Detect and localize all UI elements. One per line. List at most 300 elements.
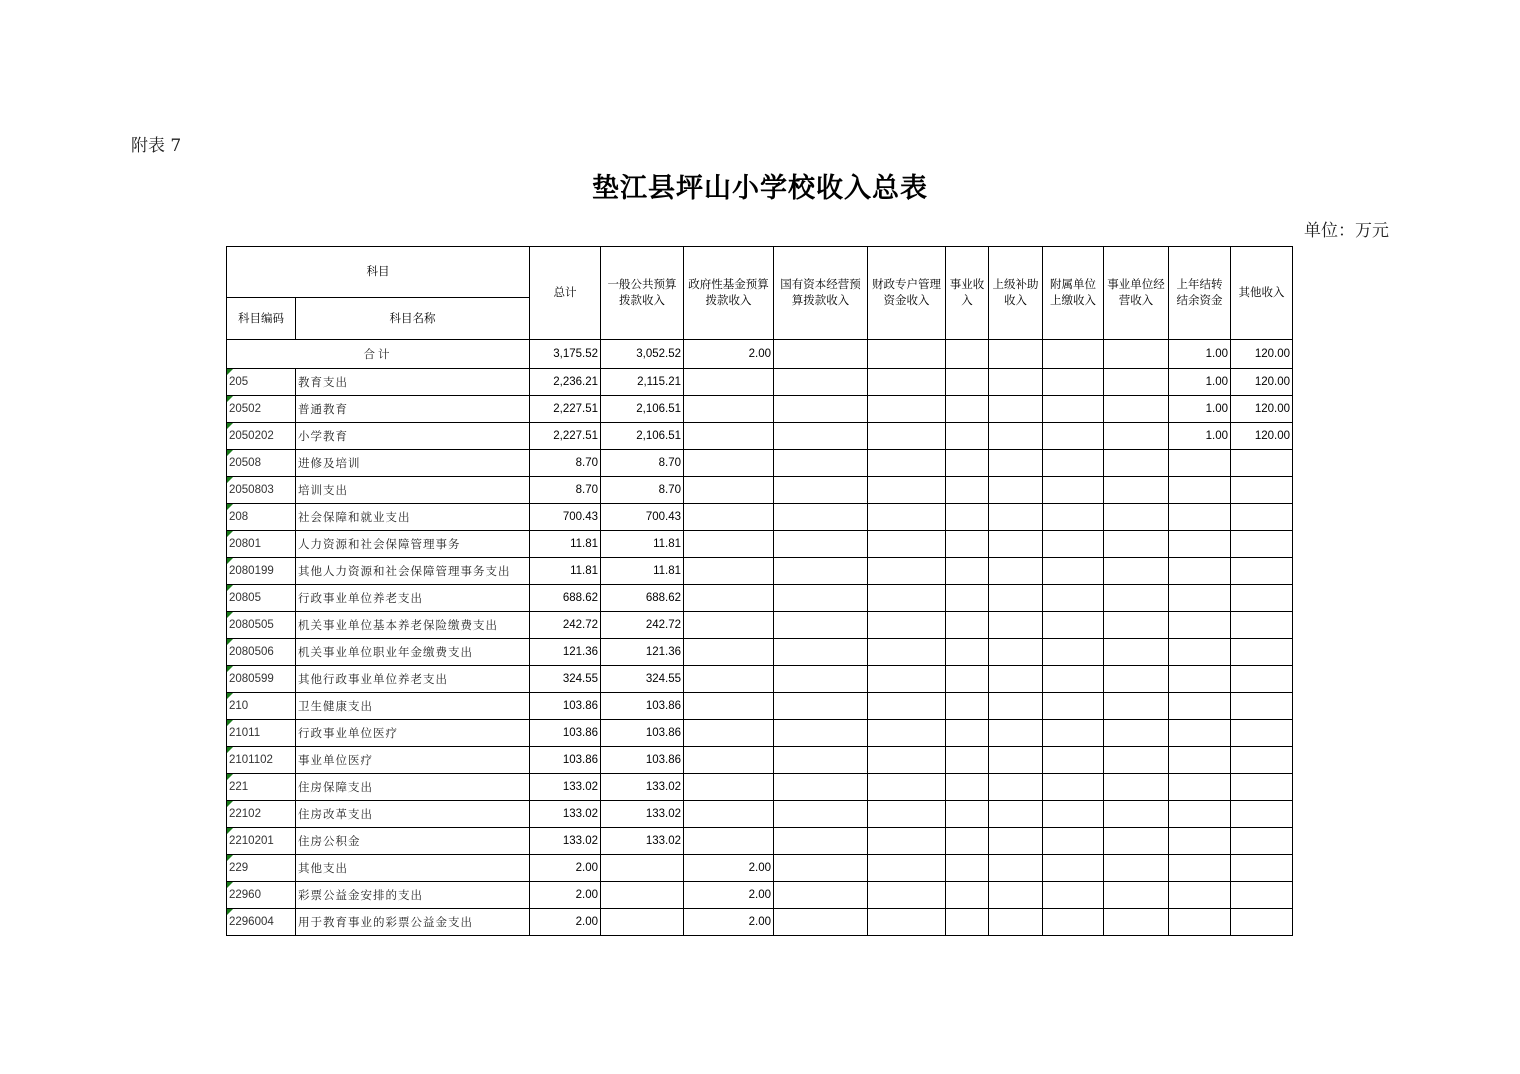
table-row [227, 477, 1293, 504]
cell-carryover [1169, 612, 1231, 639]
cell-business-operating [1104, 693, 1169, 720]
cell-business-income [946, 855, 989, 882]
cell-general-budget: 2,106.51 [601, 396, 684, 423]
cell-business-income [946, 369, 989, 396]
cell-other-income [1231, 774, 1293, 801]
cell-business-operating [1104, 882, 1169, 909]
cell-affiliated-remit [1043, 666, 1104, 693]
cell-business-operating [1104, 504, 1169, 531]
cell-carryover [1169, 558, 1231, 585]
cell-affiliated-remit [1043, 612, 1104, 639]
cell-gov-fund [684, 639, 774, 666]
header-business-income: 事业收入 [946, 247, 989, 340]
cell-other-income [1231, 720, 1293, 747]
cell-general-budget: 8.70 [601, 450, 684, 477]
cell-affiliated-remit [1043, 477, 1104, 504]
header-gov-fund: 政府性基金预算拨款收入 [684, 247, 774, 340]
cell-state-capital [774, 504, 868, 531]
cell-gov-fund [684, 477, 774, 504]
cell-superior-subsidy [989, 774, 1043, 801]
cell-business-operating [1104, 369, 1169, 396]
cell-other-income: 120.00 [1231, 423, 1293, 450]
cell-gov-fund [684, 747, 774, 774]
subject-code-cell: 20508 [227, 450, 296, 477]
cell-fiscal-special [868, 558, 946, 585]
cell-business-income [946, 774, 989, 801]
total-row-total: 3,175.52 [530, 340, 601, 369]
subject-name-cell: 住房公积金 [296, 828, 530, 855]
cell-fiscal-special [868, 747, 946, 774]
table-row [227, 747, 1293, 774]
cell-business-operating [1104, 450, 1169, 477]
header-other-income: 其他收入 [1231, 247, 1293, 340]
cell-business-operating [1104, 639, 1169, 666]
subject-name-cell: 培训支出 [296, 477, 530, 504]
subject-name-cell: 卫生健康支出 [296, 693, 530, 720]
table-row [227, 585, 1293, 612]
table-row [227, 801, 1293, 828]
total-row-state-capital [774, 340, 868, 369]
cell-affiliated-remit [1043, 396, 1104, 423]
cell-business-operating [1104, 801, 1169, 828]
cell-fiscal-special [868, 477, 946, 504]
cell-carryover: 1.00 [1169, 369, 1231, 396]
cell-carryover [1169, 828, 1231, 855]
cell-general-budget: 11.81 [601, 558, 684, 585]
unit-label: 单位：万元 [1304, 221, 1389, 241]
cell-other-income [1231, 558, 1293, 585]
cell-superior-subsidy [989, 855, 1043, 882]
cell-fiscal-special [868, 423, 946, 450]
cell-superior-subsidy [989, 423, 1043, 450]
header-fiscal-special: 财政专户管理资金收入 [868, 247, 946, 340]
cell-carryover [1169, 882, 1231, 909]
cell-general-budget: 121.36 [601, 639, 684, 666]
cell-total: 2.00 [530, 909, 601, 936]
cell-business-income [946, 450, 989, 477]
cell-other-income [1231, 747, 1293, 774]
cell-superior-subsidy [989, 612, 1043, 639]
cell-general-budget: 133.02 [601, 801, 684, 828]
subject-name-cell: 住房改革支出 [296, 801, 530, 828]
cell-business-operating [1104, 720, 1169, 747]
cell-fiscal-special [868, 720, 946, 747]
subject-code-cell: 21011 [227, 720, 296, 747]
total-row-business-operating [1104, 340, 1169, 369]
cell-superior-subsidy [989, 450, 1043, 477]
subject-name-cell: 人力资源和社会保障管理事务 [296, 531, 530, 558]
cell-business-operating [1104, 585, 1169, 612]
table-row [227, 666, 1293, 693]
cell-general-budget: 8.70 [601, 477, 684, 504]
cell-superior-subsidy [989, 909, 1043, 936]
cell-total: 103.86 [530, 747, 601, 774]
cell-state-capital [774, 774, 868, 801]
cell-affiliated-remit [1043, 504, 1104, 531]
cell-affiliated-remit [1043, 639, 1104, 666]
cell-general-budget: 103.86 [601, 720, 684, 747]
cell-state-capital [774, 882, 868, 909]
cell-state-capital [774, 423, 868, 450]
cell-total: 11.81 [530, 531, 601, 558]
cell-superior-subsidy [989, 666, 1043, 693]
subject-name-cell: 进修及培训 [296, 450, 530, 477]
cell-general-budget: 133.02 [601, 828, 684, 855]
cell-affiliated-remit [1043, 882, 1104, 909]
cell-fiscal-special [868, 855, 946, 882]
table-row [227, 558, 1293, 585]
cell-business-income [946, 693, 989, 720]
cell-state-capital [774, 585, 868, 612]
cell-carryover [1169, 477, 1231, 504]
table-row [227, 720, 1293, 747]
total-row-superior-subsidy [989, 340, 1043, 369]
cell-other-income [1231, 477, 1293, 504]
cell-total: 700.43 [530, 504, 601, 531]
table-row [227, 828, 1293, 855]
page-title: 垫江县坪山小学校收入总表 [592, 173, 928, 204]
cell-other-income [1231, 639, 1293, 666]
cell-state-capital [774, 855, 868, 882]
cell-business-operating [1104, 855, 1169, 882]
cell-carryover [1169, 531, 1231, 558]
cell-affiliated-remit [1043, 585, 1104, 612]
cell-general-budget: 103.86 [601, 693, 684, 720]
subject-code-cell: 2210201 [227, 828, 296, 855]
subject-name-cell: 社会保障和就业支出 [296, 504, 530, 531]
cell-affiliated-remit [1043, 720, 1104, 747]
cell-superior-subsidy [989, 369, 1043, 396]
cell-fiscal-special [868, 693, 946, 720]
subject-name-cell: 住房保障支出 [296, 774, 530, 801]
cell-total: 2.00 [530, 882, 601, 909]
cell-total: 242.72 [530, 612, 601, 639]
cell-superior-subsidy [989, 477, 1043, 504]
subject-code-cell: 2296004 [227, 909, 296, 936]
cell-fiscal-special [868, 585, 946, 612]
cell-business-income [946, 396, 989, 423]
cell-gov-fund [684, 396, 774, 423]
cell-other-income [1231, 585, 1293, 612]
cell-business-income [946, 558, 989, 585]
cell-gov-fund [684, 423, 774, 450]
cell-state-capital [774, 396, 868, 423]
cell-gov-fund [684, 666, 774, 693]
cell-affiliated-remit [1043, 423, 1104, 450]
cell-state-capital [774, 828, 868, 855]
cell-gov-fund [684, 504, 774, 531]
cell-superior-subsidy [989, 396, 1043, 423]
cell-carryover [1169, 855, 1231, 882]
cell-business-operating [1104, 531, 1169, 558]
cell-carryover: 1.00 [1169, 396, 1231, 423]
total-row-gov-fund: 2.00 [684, 340, 774, 369]
total-row-general-budget: 3,052.52 [601, 340, 684, 369]
cell-fiscal-special [868, 666, 946, 693]
subject-code-cell: 2080199 [227, 558, 296, 585]
header-total: 总计 [530, 247, 601, 340]
cell-total: 2.00 [530, 855, 601, 882]
cell-other-income [1231, 531, 1293, 558]
cell-state-capital [774, 747, 868, 774]
cell-general-budget [601, 882, 684, 909]
cell-gov-fund: 2.00 [684, 855, 774, 882]
cell-state-capital [774, 369, 868, 396]
table-row [227, 909, 1293, 936]
cell-affiliated-remit [1043, 855, 1104, 882]
cell-carryover [1169, 747, 1231, 774]
subject-name-cell: 用于教育事业的彩票公益金支出 [296, 909, 530, 936]
subject-code-cell: 2050202 [227, 423, 296, 450]
table-row [227, 639, 1293, 666]
cell-other-income: 120.00 [1231, 396, 1293, 423]
subject-name-cell: 事业单位医疗 [296, 747, 530, 774]
cell-state-capital [774, 558, 868, 585]
cell-other-income [1231, 855, 1293, 882]
cell-other-income [1231, 693, 1293, 720]
cell-general-budget: 133.02 [601, 774, 684, 801]
subject-name-cell: 普通教育 [296, 396, 530, 423]
cell-other-income [1231, 801, 1293, 828]
cell-fiscal-special [868, 531, 946, 558]
cell-business-operating [1104, 477, 1169, 504]
cell-business-operating [1104, 666, 1169, 693]
table-row [227, 396, 1293, 423]
table-row [227, 369, 1293, 396]
cell-business-income [946, 666, 989, 693]
cell-other-income [1231, 612, 1293, 639]
cell-fiscal-special [868, 774, 946, 801]
cell-affiliated-remit [1043, 909, 1104, 936]
cell-superior-subsidy [989, 639, 1043, 666]
cell-general-budget: 324.55 [601, 666, 684, 693]
cell-superior-subsidy [989, 720, 1043, 747]
cell-gov-fund: 2.00 [684, 882, 774, 909]
cell-general-budget [601, 855, 684, 882]
cell-gov-fund [684, 531, 774, 558]
table-row [227, 423, 1293, 450]
subject-code-cell: 2080505 [227, 612, 296, 639]
subject-name-cell: 其他支出 [296, 855, 530, 882]
table-row [227, 450, 1293, 477]
cell-business-operating [1104, 396, 1169, 423]
cell-state-capital [774, 720, 868, 747]
cell-carryover [1169, 639, 1231, 666]
total-row-other-income: 120.00 [1231, 340, 1293, 369]
subject-code-cell: 229 [227, 855, 296, 882]
header-general-budget: 一般公共预算拨款收入 [601, 247, 684, 340]
cell-total: 2,227.51 [530, 423, 601, 450]
cell-other-income [1231, 909, 1293, 936]
cell-carryover: 1.00 [1169, 423, 1231, 450]
cell-business-income [946, 909, 989, 936]
total-row-label: 合计 [227, 340, 530, 369]
cell-business-income [946, 585, 989, 612]
cell-total: 688.62 [530, 585, 601, 612]
cell-business-income [946, 801, 989, 828]
subject-code-cell: 20502 [227, 396, 296, 423]
cell-other-income: 120.00 [1231, 369, 1293, 396]
cell-gov-fund [684, 558, 774, 585]
cell-gov-fund [684, 450, 774, 477]
cell-affiliated-remit [1043, 558, 1104, 585]
cell-business-income [946, 504, 989, 531]
cell-affiliated-remit [1043, 369, 1104, 396]
cell-state-capital [774, 477, 868, 504]
cell-affiliated-remit [1043, 450, 1104, 477]
subject-name-cell: 其他人力资源和社会保障管理事务支出 [296, 558, 530, 585]
cell-business-operating [1104, 774, 1169, 801]
cell-gov-fund [684, 585, 774, 612]
cell-state-capital [774, 612, 868, 639]
header-subject-group: 科目 [227, 247, 530, 298]
cell-total: 103.86 [530, 693, 601, 720]
cell-fiscal-special [868, 369, 946, 396]
cell-gov-fund [684, 693, 774, 720]
table-row [227, 693, 1293, 720]
header-business-operating: 事业单位经营收入 [1104, 247, 1169, 340]
table-row [227, 612, 1293, 639]
cell-total: 103.86 [530, 720, 601, 747]
cell-other-income [1231, 666, 1293, 693]
cell-general-budget: 242.72 [601, 612, 684, 639]
total-row-business-income [946, 340, 989, 369]
cell-general-budget [601, 909, 684, 936]
cell-superior-subsidy [989, 801, 1043, 828]
cell-business-operating [1104, 612, 1169, 639]
cell-affiliated-remit [1043, 828, 1104, 855]
cell-gov-fund [684, 774, 774, 801]
cell-business-income [946, 531, 989, 558]
cell-fiscal-special [868, 504, 946, 531]
cell-superior-subsidy [989, 558, 1043, 585]
total-row [227, 340, 1293, 369]
cell-total: 121.36 [530, 639, 601, 666]
cell-business-operating [1104, 747, 1169, 774]
cell-affiliated-remit [1043, 801, 1104, 828]
subject-code-cell: 208 [227, 504, 296, 531]
cell-carryover [1169, 585, 1231, 612]
subject-code-cell: 2101102 [227, 747, 296, 774]
cell-gov-fund [684, 801, 774, 828]
cell-business-operating [1104, 558, 1169, 585]
subject-name-cell: 行政事业单位医疗 [296, 720, 530, 747]
cell-total: 8.70 [530, 477, 601, 504]
cell-affiliated-remit [1043, 531, 1104, 558]
income-summary-table [226, 246, 1293, 936]
cell-general-budget: 11.81 [601, 531, 684, 558]
cell-total: 324.55 [530, 666, 601, 693]
cell-business-income [946, 639, 989, 666]
cell-state-capital [774, 801, 868, 828]
cell-total: 133.02 [530, 774, 601, 801]
header-state-capital: 国有资本经营预算拨款收入 [774, 247, 868, 340]
cell-carryover [1169, 693, 1231, 720]
cell-business-income [946, 882, 989, 909]
cell-state-capital [774, 909, 868, 936]
subject-code-cell: 210 [227, 693, 296, 720]
cell-affiliated-remit [1043, 693, 1104, 720]
subject-code-cell: 2080506 [227, 639, 296, 666]
cell-gov-fund [684, 612, 774, 639]
cell-other-income [1231, 882, 1293, 909]
subject-name-cell: 彩票公益金安排的支出 [296, 882, 530, 909]
cell-business-income [946, 747, 989, 774]
cell-affiliated-remit [1043, 747, 1104, 774]
cell-business-income [946, 477, 989, 504]
cell-total: 2,236.21 [530, 369, 601, 396]
cell-carryover [1169, 774, 1231, 801]
table-row [227, 774, 1293, 801]
subject-code-cell: 205 [227, 369, 296, 396]
cell-business-operating [1104, 828, 1169, 855]
cell-superior-subsidy [989, 585, 1043, 612]
cell-carryover [1169, 909, 1231, 936]
table-row [227, 882, 1293, 909]
table-row [227, 855, 1293, 882]
subject-code-cell: 22102 [227, 801, 296, 828]
cell-state-capital [774, 693, 868, 720]
header-name: 科目名称 [296, 298, 530, 340]
header-affiliated-remit: 附属单位上缴收入 [1043, 247, 1104, 340]
cell-total: 2,227.51 [530, 396, 601, 423]
appendix-label: 附表 7 [131, 136, 182, 156]
cell-superior-subsidy [989, 828, 1043, 855]
subject-name-cell: 行政事业单位养老支出 [296, 585, 530, 612]
cell-fiscal-special [868, 882, 946, 909]
cell-general-budget: 700.43 [601, 504, 684, 531]
cell-other-income [1231, 504, 1293, 531]
cell-carryover [1169, 801, 1231, 828]
cell-state-capital [774, 666, 868, 693]
subject-name-cell: 其他行政事业单位养老支出 [296, 666, 530, 693]
subject-code-cell: 221 [227, 774, 296, 801]
cell-superior-subsidy [989, 504, 1043, 531]
subject-name-cell: 机关事业单位职业年金缴费支出 [296, 639, 530, 666]
subject-code-cell: 2080599 [227, 666, 296, 693]
cell-business-operating [1104, 423, 1169, 450]
cell-fiscal-special [868, 396, 946, 423]
cell-gov-fund [684, 828, 774, 855]
subject-name-cell: 机关事业单位基本养老保险缴费支出 [296, 612, 530, 639]
cell-carryover [1169, 504, 1231, 531]
cell-general-budget: 103.86 [601, 747, 684, 774]
cell-total: 133.02 [530, 801, 601, 828]
cell-fiscal-special [868, 828, 946, 855]
cell-total: 133.02 [530, 828, 601, 855]
total-row-carryover: 1.00 [1169, 340, 1231, 369]
cell-carryover [1169, 666, 1231, 693]
cell-state-capital [774, 450, 868, 477]
cell-affiliated-remit [1043, 774, 1104, 801]
total-row-affiliated-remit [1043, 340, 1104, 369]
table-row [227, 504, 1293, 531]
cell-fiscal-special [868, 612, 946, 639]
cell-fiscal-special [868, 639, 946, 666]
table-row [227, 531, 1293, 558]
cell-total: 8.70 [530, 450, 601, 477]
cell-superior-subsidy [989, 531, 1043, 558]
header-carryover: 上年结转结余资金 [1169, 247, 1231, 340]
cell-total: 11.81 [530, 558, 601, 585]
cell-business-operating [1104, 909, 1169, 936]
cell-business-income [946, 828, 989, 855]
subject-code-cell: 20801 [227, 531, 296, 558]
cell-fiscal-special [868, 801, 946, 828]
total-row-fiscal-special [868, 340, 946, 369]
cell-state-capital [774, 531, 868, 558]
cell-gov-fund [684, 369, 774, 396]
